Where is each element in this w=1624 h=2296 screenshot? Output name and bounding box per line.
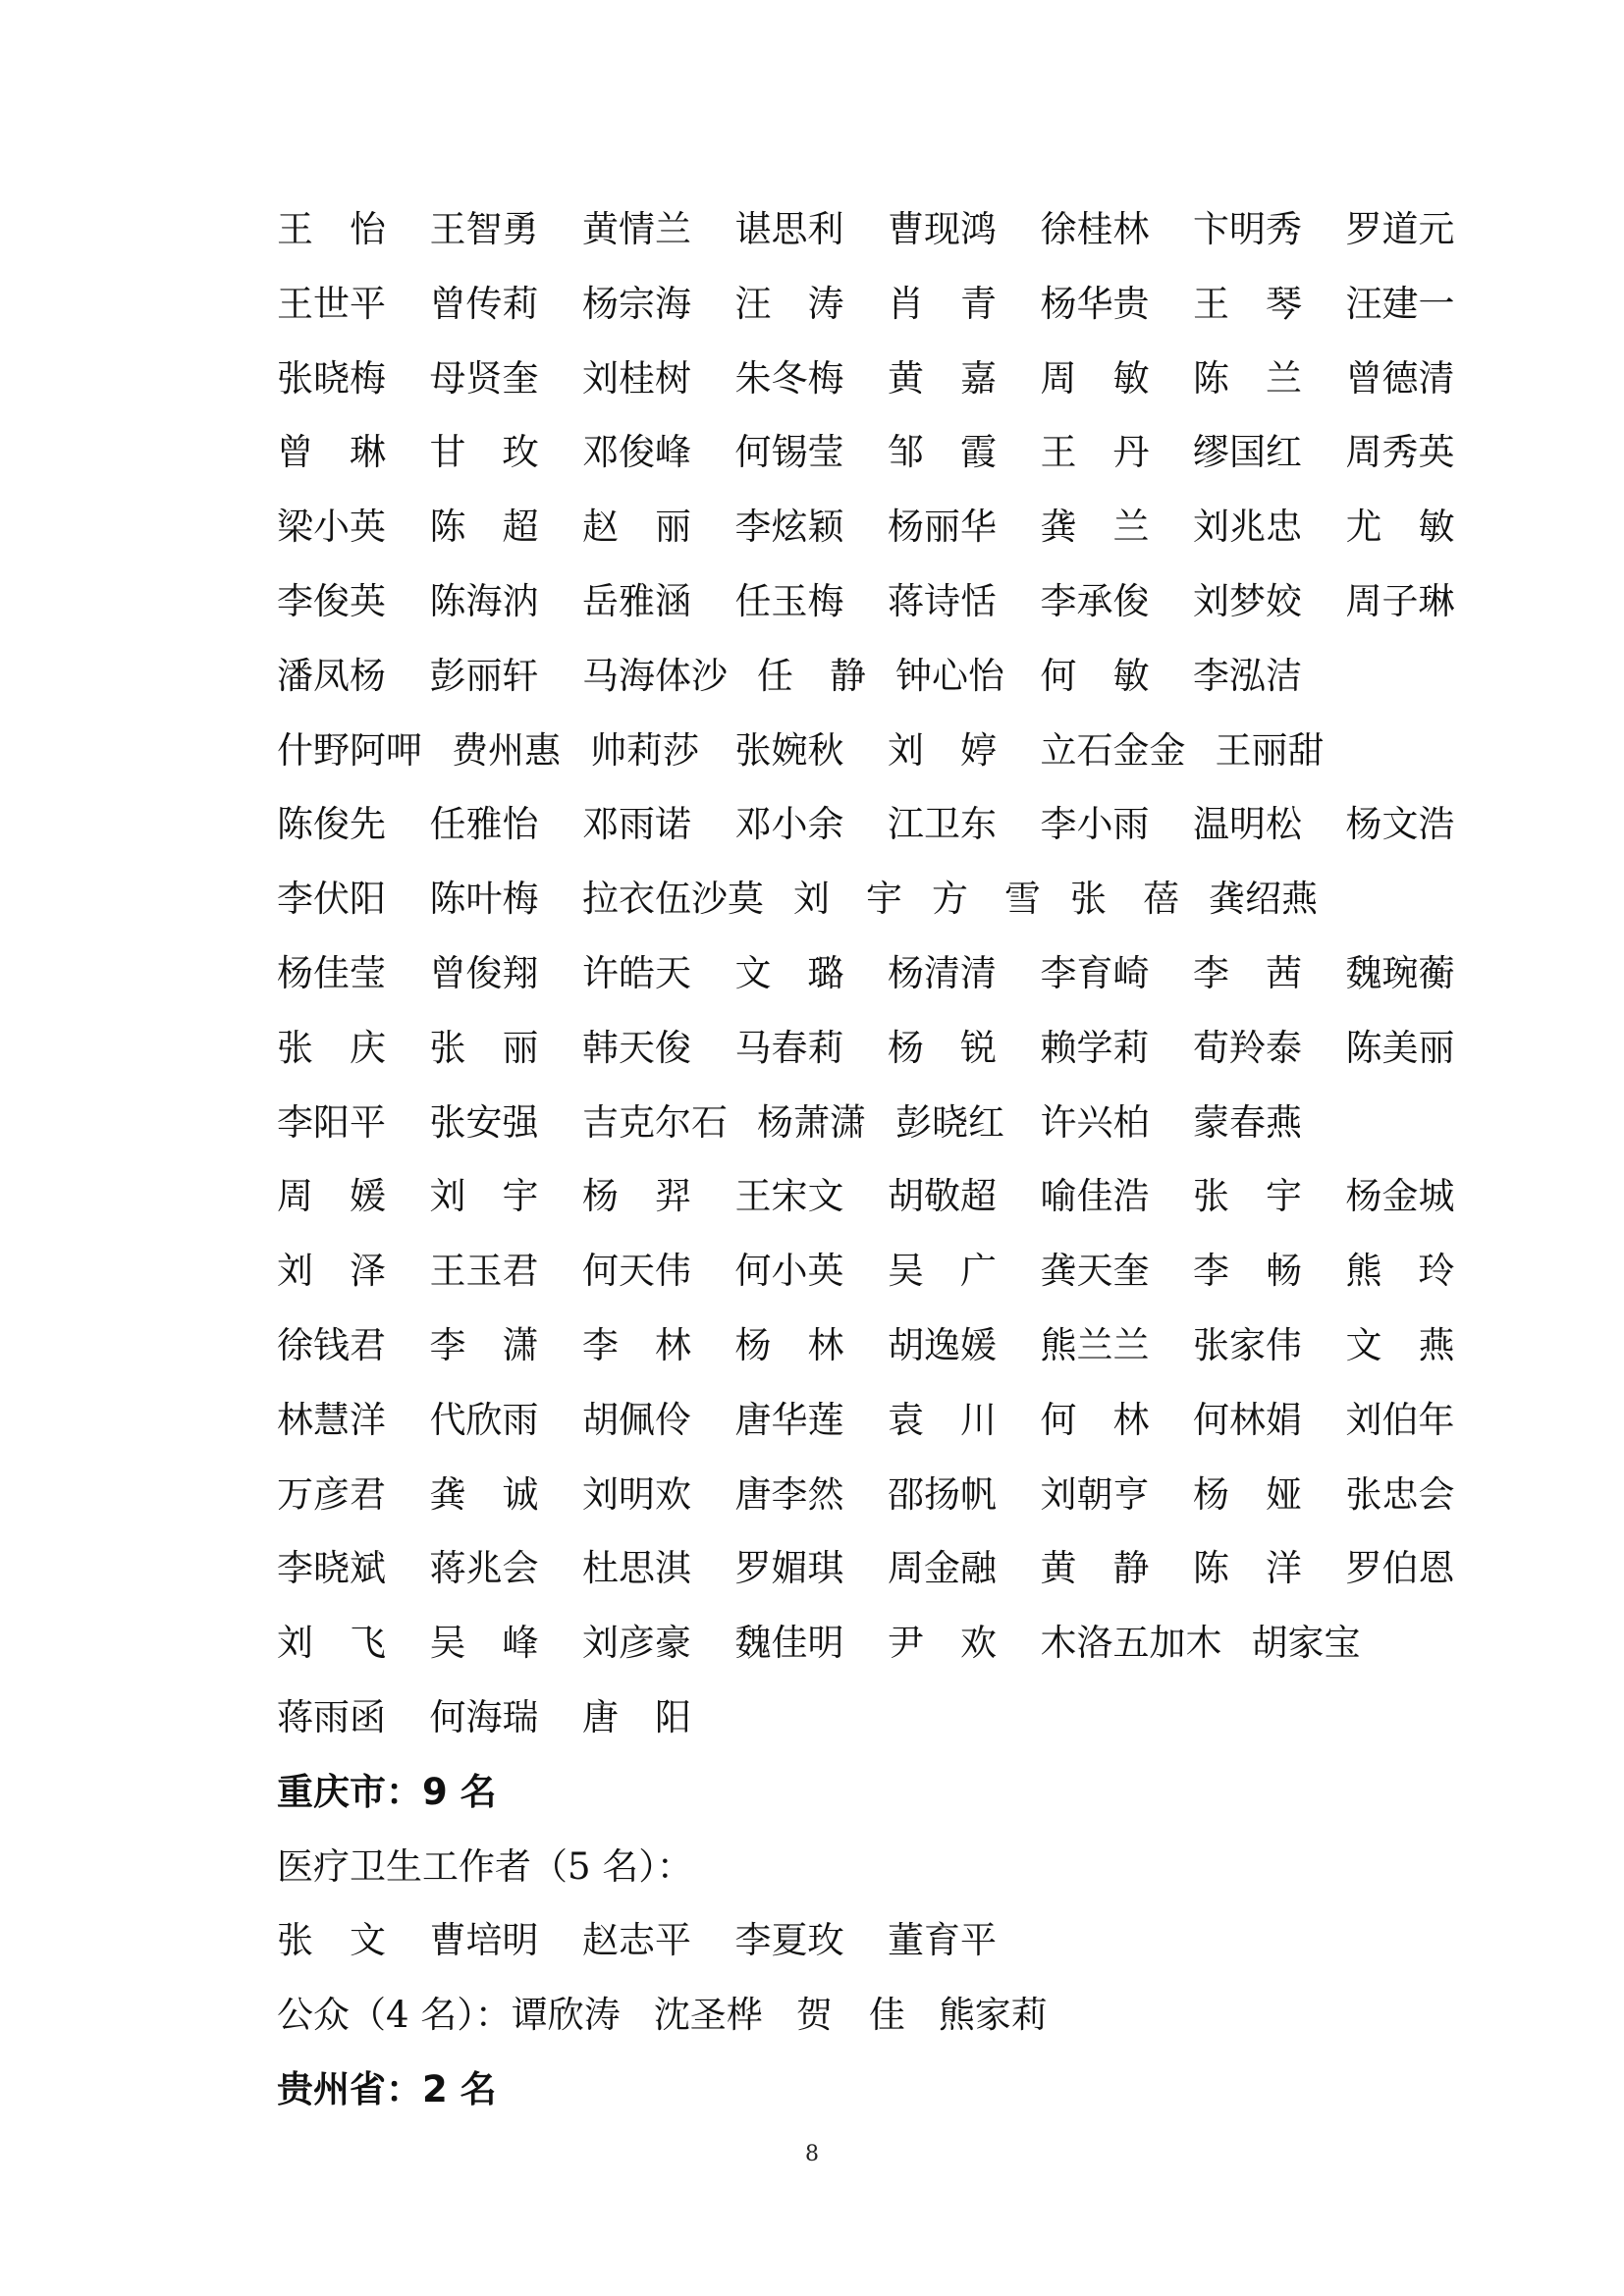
person-name: 文 燕 — [1345, 1323, 1455, 1366]
person-name: 杨佳莹 — [277, 951, 386, 994]
person-name: 岳雅涵 — [582, 579, 691, 622]
region-heading-chongqing: 重庆市：9 名 — [277, 1770, 497, 1813]
person-name: 黄 嘉 — [888, 356, 997, 400]
person-name: 陈叶梅 — [429, 878, 539, 921]
name-row — [277, 1086, 1416, 1160]
person-name: 杨 羿 — [582, 1175, 691, 1218]
person-name: 董育平 — [888, 1919, 997, 1962]
person-name: 李炫颖 — [734, 506, 844, 549]
person-name: 黄情兰 — [582, 208, 691, 250]
person-name: 荀羚泰 — [1193, 1026, 1302, 1069]
name-row — [277, 1458, 1455, 1532]
person-name: 彭晓红 — [895, 1100, 1004, 1144]
person-name: 周 媛 — [277, 1175, 386, 1218]
person-name: 李小雨 — [1040, 803, 1150, 846]
person-name: 赖学莉 — [1040, 1026, 1150, 1069]
person-name: 刘明欢 — [582, 1472, 691, 1516]
person-name: 唐 阳 — [582, 1695, 691, 1738]
person-name: 刘朝亨 — [1040, 1472, 1150, 1516]
person-name: 李俊英 — [277, 579, 386, 622]
person-name: 王丽甜 — [1215, 728, 1325, 772]
person-name: 杨 林 — [734, 1323, 844, 1366]
person-name: 陈美丽 — [1345, 1026, 1455, 1069]
name-row — [277, 1531, 1455, 1606]
person-name: 彭丽轩 — [429, 654, 539, 697]
name-row — [277, 787, 1455, 862]
person-name: 王 丹 — [1040, 431, 1150, 474]
person-name: 钟心怡 — [895, 654, 1004, 697]
person-name: 张家伟 — [1193, 1323, 1302, 1366]
person-name: 周子琳 — [1345, 579, 1455, 622]
person-name: 曾德清 — [1345, 356, 1455, 400]
person-name: 代欣雨 — [429, 1398, 539, 1441]
person-name: 汪 涛 — [734, 282, 844, 325]
person-name: 李 畅 — [1193, 1250, 1302, 1293]
person-name: 何林娟 — [1193, 1398, 1302, 1441]
person-name: 蒋兆会 — [429, 1547, 539, 1590]
person-name: 陈 洋 — [1193, 1547, 1302, 1590]
person-name: 任玉梅 — [734, 579, 844, 622]
person-name: 曾 琳 — [277, 431, 386, 474]
person-name: 吉克尔石 — [582, 1100, 728, 1144]
person-name: 母贤奎 — [429, 356, 539, 400]
person-name: 张 庆 — [277, 1026, 386, 1069]
name-row — [277, 490, 1455, 564]
name-row — [277, 1383, 1455, 1458]
person-name: 周金融 — [888, 1547, 997, 1590]
person-name: 罗道元 — [1345, 208, 1455, 250]
public-line — [277, 1978, 1416, 2053]
person-name: 何天伟 — [582, 1250, 691, 1293]
person-name: 李育崎 — [1040, 951, 1150, 994]
person-name: 杨清清 — [888, 951, 997, 994]
person-name: 龚绍燕 — [1209, 878, 1318, 921]
person-name: 魏琬蘅 — [1345, 951, 1455, 994]
person-name: 肖 青 — [888, 282, 997, 325]
person-name: 杨 锐 — [888, 1026, 997, 1069]
person-name: 蒙春燕 — [1193, 1100, 1302, 1144]
person-name: 陈俊先 — [277, 803, 386, 846]
name-row — [277, 862, 1416, 936]
person-name: 曾俊翔 — [429, 951, 539, 994]
person-name: 何 敏 — [1040, 654, 1150, 697]
name-row — [277, 1011, 1455, 1086]
person-name: 何小英 — [734, 1250, 844, 1293]
person-name: 李 茜 — [1193, 951, 1302, 994]
person-name: 张 蓓 — [1070, 878, 1179, 921]
person-name: 邓俊峰 — [582, 431, 691, 474]
person-name: 陈海汭 — [429, 579, 539, 622]
person-name: 贺 佳 — [795, 1994, 905, 2037]
person-name: 什野阿呷 — [277, 728, 422, 772]
person-name: 万彦君 — [277, 1472, 386, 1516]
person-name: 何 林 — [1040, 1398, 1150, 1441]
name-row — [277, 564, 1455, 639]
person-name: 李晓斌 — [277, 1547, 386, 1590]
person-name: 杨文浩 — [1345, 803, 1455, 846]
person-name: 张 宇 — [1193, 1175, 1302, 1218]
person-name: 杨华贵 — [1040, 282, 1150, 325]
person-name: 许皓天 — [582, 951, 691, 994]
person-name: 刘桂树 — [582, 356, 691, 400]
medical-workers-label: 医疗卫生工作者（5 名）： — [277, 1844, 693, 1888]
person-name: 赵 丽 — [582, 506, 691, 549]
person-name: 韩天俊 — [582, 1026, 691, 1069]
medical-workers-names — [277, 1903, 1416, 1978]
person-name: 杨宗海 — [582, 282, 691, 325]
person-name: 何锡莹 — [734, 431, 844, 474]
person-name: 邓小余 — [734, 803, 844, 846]
person-name: 王 琴 — [1193, 282, 1302, 325]
person-name: 拉衣伍沙莫 — [582, 878, 764, 921]
person-name: 周秀英 — [1345, 431, 1455, 474]
person-name: 张 丽 — [429, 1026, 539, 1069]
person-name: 张晓梅 — [277, 356, 386, 400]
person-name: 李 潇 — [429, 1323, 539, 1366]
person-name: 周 敏 — [1040, 356, 1150, 400]
person-name: 帅莉莎 — [590, 728, 699, 772]
person-name: 尹 欢 — [888, 1622, 997, 1665]
person-name: 立石金金 — [1040, 728, 1186, 772]
name-row — [277, 1681, 1416, 1755]
person-name: 刘 婷 — [888, 728, 997, 772]
name-row — [277, 1308, 1455, 1383]
person-name: 曹培明 — [429, 1919, 539, 1962]
person-name: 沈圣桦 — [653, 1994, 763, 2037]
person-name: 黄 静 — [1040, 1547, 1150, 1590]
public-label: 公众（4 名）： — [277, 1994, 512, 2037]
name-row — [277, 342, 1455, 416]
region-heading-guizhou: 贵州省：2 名 — [277, 2067, 497, 2110]
person-name: 袁 川 — [888, 1398, 997, 1441]
person-name: 江卫东 — [888, 803, 997, 846]
person-name: 邹 霞 — [888, 431, 997, 474]
person-name: 缪国红 — [1193, 431, 1302, 474]
person-name: 温明松 — [1193, 803, 1302, 846]
person-name: 龚天奎 — [1040, 1250, 1150, 1293]
person-name: 胡佩伶 — [582, 1398, 691, 1441]
person-name: 刘伯年 — [1345, 1398, 1455, 1441]
person-name: 龚 诚 — [429, 1472, 539, 1516]
person-name: 刘彦豪 — [582, 1622, 691, 1665]
person-name: 唐李然 — [734, 1472, 844, 1516]
person-name: 杨丽华 — [888, 506, 997, 549]
person-name: 李阳平 — [277, 1100, 386, 1144]
person-name: 杜思淇 — [582, 1547, 691, 1590]
person-name: 王 怡 — [277, 208, 386, 250]
person-name: 胡敬超 — [888, 1175, 997, 1218]
person-name: 蒋诗恬 — [888, 579, 997, 622]
person-name: 熊家莉 — [938, 1994, 1048, 2037]
name-row — [277, 639, 1416, 714]
person-name: 李承俊 — [1040, 579, 1150, 622]
person-name: 马海体沙 — [582, 654, 728, 697]
person-name: 张婉秋 — [734, 728, 844, 772]
person-name: 王玉君 — [429, 1250, 539, 1293]
person-name: 尤 敏 — [1345, 506, 1455, 549]
name-row — [277, 415, 1455, 490]
person-name: 胡逸媛 — [888, 1323, 997, 1366]
person-name: 朱冬梅 — [734, 356, 844, 400]
person-name: 熊 玲 — [1345, 1250, 1455, 1293]
name-row — [277, 936, 1455, 1011]
person-name: 蒋雨函 — [277, 1695, 386, 1738]
person-name: 木洛五加木 — [1040, 1622, 1222, 1665]
person-name: 李伏阳 — [277, 878, 386, 921]
person-name: 谭欣涛 — [511, 1994, 621, 2037]
person-name: 刘 飞 — [277, 1622, 386, 1665]
person-name: 龚 兰 — [1040, 506, 1150, 549]
person-name: 何海瑞 — [429, 1695, 539, 1738]
public-names — [512, 1994, 1081, 2036]
person-name: 杨萧潇 — [757, 1100, 866, 1144]
person-name: 熊兰兰 — [1040, 1323, 1150, 1366]
person-name: 邵扬帆 — [888, 1472, 997, 1516]
person-name: 罗媚琪 — [734, 1547, 844, 1590]
person-name: 王宋文 — [734, 1175, 844, 1218]
person-name: 潘凤杨 — [277, 654, 386, 697]
person-name: 费州惠 — [452, 728, 561, 772]
person-name: 吴 峰 — [429, 1622, 539, 1665]
person-name: 林慧洋 — [277, 1398, 386, 1441]
person-name: 魏佳明 — [734, 1622, 844, 1665]
name-row — [277, 714, 1416, 788]
person-name: 方 雪 — [932, 878, 1041, 921]
person-name: 张 文 — [277, 1919, 386, 1962]
person-name: 杨 娅 — [1193, 1472, 1302, 1516]
person-name: 刘 宇 — [793, 878, 902, 921]
person-name: 张忠会 — [1345, 1472, 1455, 1516]
person-name: 谌思利 — [734, 208, 844, 250]
document-body — [277, 192, 1455, 2127]
person-name: 李 林 — [582, 1323, 691, 1366]
name-row — [277, 1606, 1416, 1681]
person-name: 甘 玫 — [429, 431, 539, 474]
person-name: 胡家宝 — [1251, 1622, 1361, 1665]
person-name: 曹现鸿 — [888, 208, 997, 250]
person-name: 张安强 — [429, 1100, 539, 1144]
person-name: 汪建一 — [1345, 282, 1455, 325]
page-number: 8 — [805, 2142, 819, 2166]
person-name: 喻佳浩 — [1040, 1175, 1150, 1218]
person-name: 唐华莲 — [734, 1398, 844, 1441]
person-name: 王智勇 — [429, 208, 539, 250]
person-name: 卞明秀 — [1193, 208, 1302, 250]
person-name: 罗伯恩 — [1345, 1547, 1455, 1590]
person-name: 刘 宇 — [429, 1175, 539, 1218]
person-name: 邓雨诺 — [582, 803, 691, 846]
person-name: 刘兆忠 — [1193, 506, 1302, 549]
name-list — [277, 192, 1455, 1755]
person-name: 陈 超 — [429, 506, 539, 549]
person-name: 杨金城 — [1345, 1175, 1455, 1218]
person-name: 徐钱君 — [277, 1323, 386, 1366]
person-name: 马春莉 — [734, 1026, 844, 1069]
name-row — [277, 267, 1455, 342]
person-name: 吴 广 — [888, 1250, 997, 1293]
person-name: 李夏玫 — [734, 1919, 844, 1962]
person-name: 刘梦姣 — [1193, 579, 1302, 622]
person-name: 任 静 — [757, 654, 866, 697]
name-row — [277, 192, 1455, 267]
person-name: 文 璐 — [734, 951, 844, 994]
person-name: 许兴柏 — [1040, 1100, 1150, 1144]
person-name: 徐桂林 — [1040, 208, 1150, 250]
person-name: 李泓洁 — [1193, 654, 1302, 697]
person-name: 刘 泽 — [277, 1250, 386, 1293]
person-name: 王世平 — [277, 282, 386, 325]
person-name: 任雅怡 — [429, 803, 539, 846]
person-name: 曾传莉 — [429, 282, 539, 325]
person-name: 梁小英 — [277, 506, 386, 549]
name-row — [277, 1159, 1455, 1234]
person-name: 陈 兰 — [1193, 356, 1302, 400]
person-name: 赵志平 — [582, 1919, 691, 1962]
name-row — [277, 1234, 1455, 1308]
